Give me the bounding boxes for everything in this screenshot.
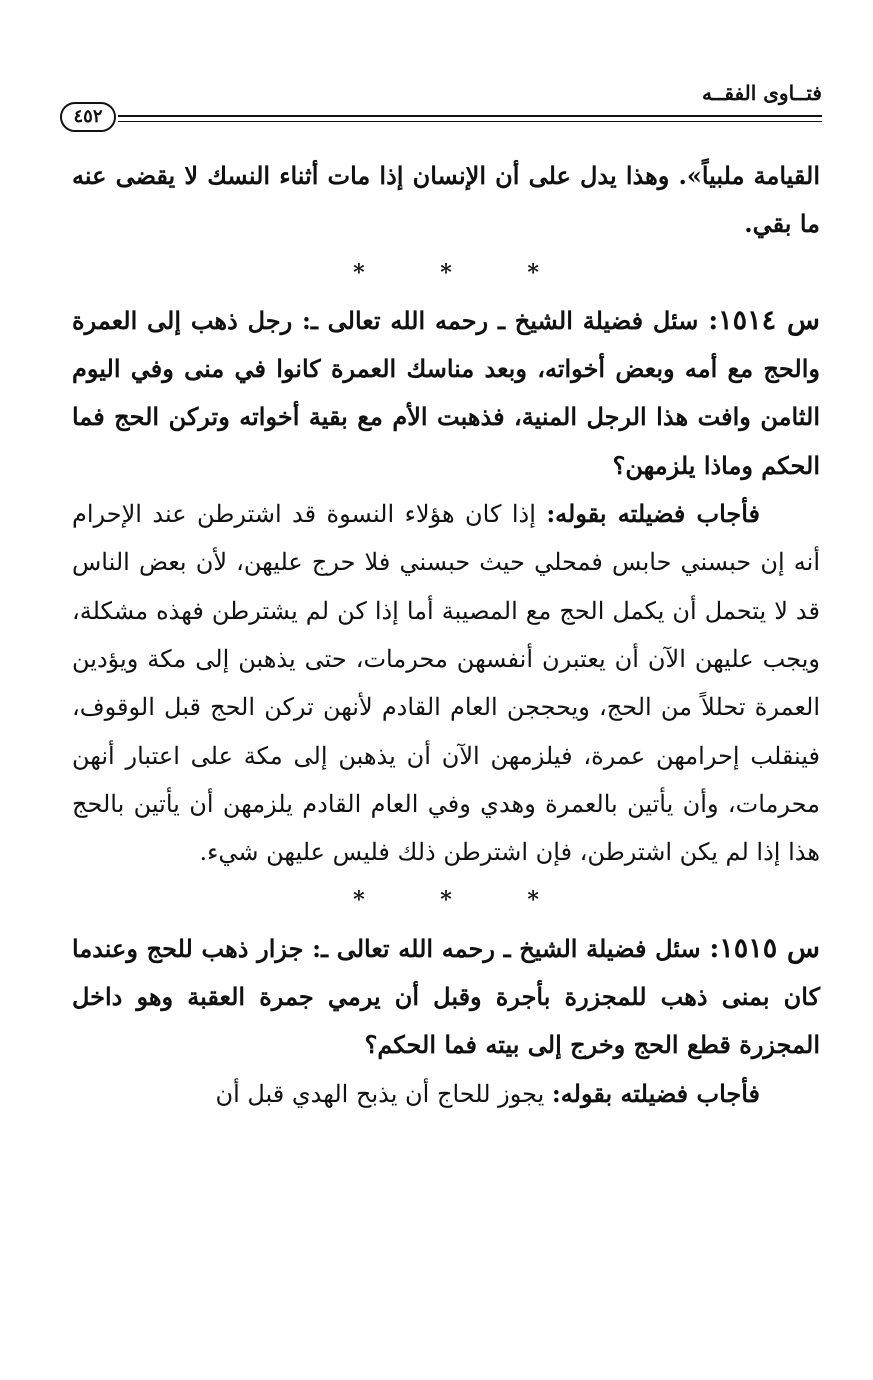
question-text: سئل فضيلة الشيخ ـ رحمه الله تعالى ـ: رجل ذهب إلى العمرة والحج مع أمه وبعض أخواته، وبعد مناسك العمرة كانوا في منى وفي اليوم الثامن وافت هذا الرجل المنية، فذهبت الأم مع بقية أخواته وتركن الحج فما الحكم وماذا يلزمهن؟ — [72, 305, 820, 480]
header-rule-thick — [118, 115, 822, 117]
answer-label: فأجاب فضيلته بقوله: — [551, 1078, 760, 1108]
answer-paragraph — [72, 490, 820, 876]
section-separator: * * * — [353, 887, 573, 914]
question-paragraph — [72, 925, 820, 1070]
page-body — [72, 152, 820, 1118]
section-separator: * * * — [353, 259, 573, 286]
running-title: فتــاوى الفقــه — [701, 81, 822, 105]
answer-paragraph — [72, 1070, 820, 1118]
question-paragraph — [72, 297, 820, 490]
header-rule-thin — [118, 121, 822, 122]
answer-label: فأجاب فضيلته بقوله: — [546, 499, 760, 529]
page-number: ٤٥٢ — [60, 102, 116, 132]
question-number: س ١٥١٥: — [709, 932, 820, 964]
question-text: سئل فضيلة الشيخ ـ رحمه الله تعالى ـ: جزار ذهب للحج وعندما كان بمنى ذهب للمجزرة بأجرة وقبل أن يرمي جمرة العقبة وهو داخل المجزرة قطع الحج وخرج إلى بيته فما الحكم؟ — [72, 933, 820, 1060]
page-header — [60, 78, 822, 138]
question-number: س ١٥١٤: — [708, 304, 820, 336]
continuation-paragraph: القيامة ملبياً». وهذا يدل على أن الإنسان إذا مات أثناء النسك لا يقضى عنه ما بقي. — [72, 161, 820, 239]
answer-text: إذا كان هؤلاء النسوة قد اشترطن عند الإحرام أنه إن حبسني حابس فمحلي حيث حبسني فلا حرج عليهن، لأن بعض الناس قد لا يتحمل أن يكمل الحج مع المصيبة أما إذا كن لم يشترطن فهذه مشكلة، ويجب عليهن الآن أن يعتبرن أنفسهن محرمات، حتى يذهبن إلى مكة ويؤدين العمرة تحللاً من الحج، ويحججن العام القادم لأنهن تركن الحج قبل الوقوف، فينقلب إحرامهن عمرة، فيلزمهن الآن أن يذهبن إلى مكة على اعتبار أنهن محرمات، وأن يأتين بالعمرة وهدي وفي العام القادم يلزمهن أن يأتين بالحج هذا إذا لم يكن اشترطن، فإن اشترطن ذلك فليس عليهن شيء. — [72, 500, 820, 867]
answer-text: يجوز للحاج أن يذبح الهدي قبل أن — [215, 1079, 552, 1108]
